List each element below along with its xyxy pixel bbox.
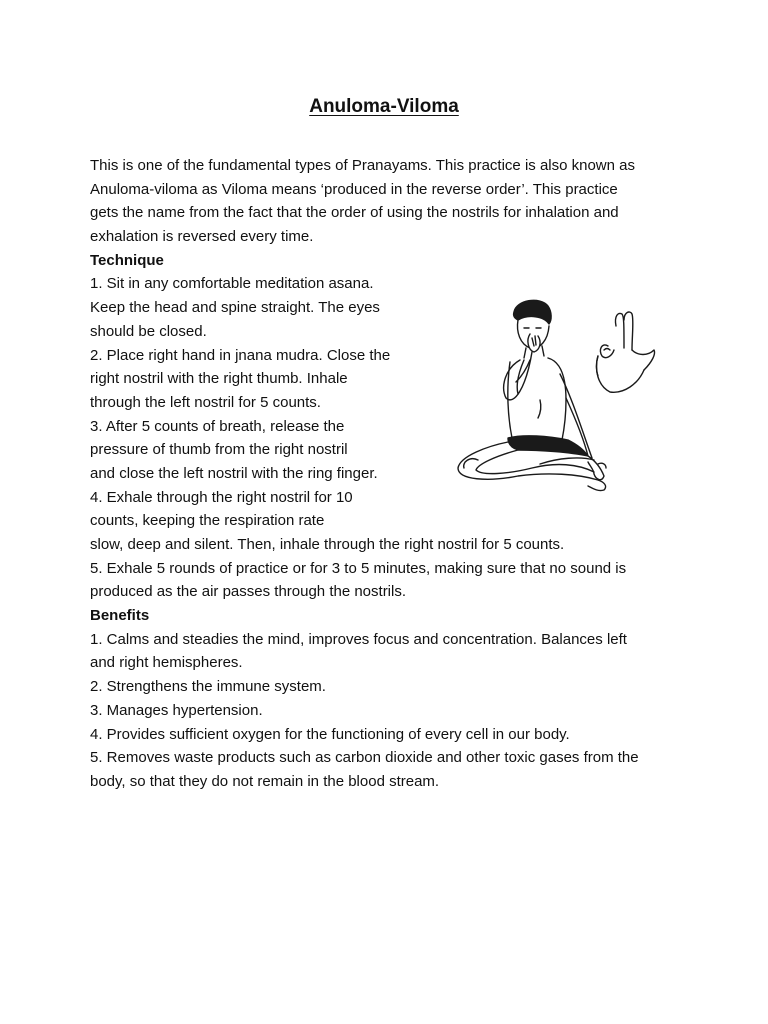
intro-line: This is one of the fundamental types of Pranayams. This practice is also known as	[90, 157, 635, 174]
technique-line: slow, deep and silent. Then, inhale through the right nostril for 5 counts.	[90, 536, 565, 553]
technique-line: counts, keeping the respiration rate	[90, 512, 325, 530]
intro-line: gets the name from the fact that the order of using the nostrils for inhalation and	[90, 204, 619, 222]
benefits-line: 1. Calms and steadies the mind, improves focus and concentration. Balances left	[90, 630, 627, 648]
technique-line: 1. Sit in any comfortable meditation asana.	[90, 275, 374, 293]
intro-line: exhalation is reversed every time.	[90, 228, 314, 246]
benefits-line: 4. Provides sufficient oxygen for the functioning of every cell in our body.	[90, 725, 570, 743]
intro-line: Anuloma-viloma as Viloma means ‘produced in the reverse order’. This practice	[90, 180, 618, 198]
technique-line: and close the left nostril with the ring finger.	[90, 464, 378, 482]
benefits-line: and right hemispheres.	[90, 654, 243, 672]
meditating-person-figure	[458, 300, 606, 490]
technique-line: right nostril with the right thumb. Inhale	[90, 370, 348, 388]
hand-mudra-inset	[597, 312, 655, 392]
benefits-line: 3. Manages hypertension.	[90, 701, 263, 719]
technique-heading: Technique	[90, 251, 164, 269]
technique-line: 2. Place right hand in jnana mudra. Close the	[90, 346, 391, 364]
page-title: Anuloma-Viloma	[309, 96, 459, 117]
technique-line: should be closed.	[90, 322, 207, 340]
meditation-illustration	[448, 290, 670, 495]
technique-line: through the left nostril for 5 counts.	[90, 393, 321, 411]
technique-line: 5. Exhale 5 rounds of practice or for 3 to 5 minutes, making sure that no sound is	[90, 559, 627, 577]
benefits-line: 5. Removes waste products such as carbon dioxide and other toxic gases from the	[90, 749, 639, 767]
technique-line: produced as the air passes through the nostrils.	[90, 583, 407, 601]
technique-line: Keep the head and spine straight. The eyes	[90, 299, 380, 317]
technique-line: 3. After 5 counts of breath, release the	[90, 417, 345, 435]
technique-line: pressure of thumb from the right nostril	[90, 441, 348, 459]
benefits-line: 2. Strengthens the immune system.	[90, 678, 326, 696]
technique-line: 4. Exhale through the right nostril for 10	[90, 488, 353, 506]
benefits-line: body, so that they do not remain in the blood stream.	[90, 772, 440, 790]
benefits-heading: Benefits	[90, 607, 150, 625]
